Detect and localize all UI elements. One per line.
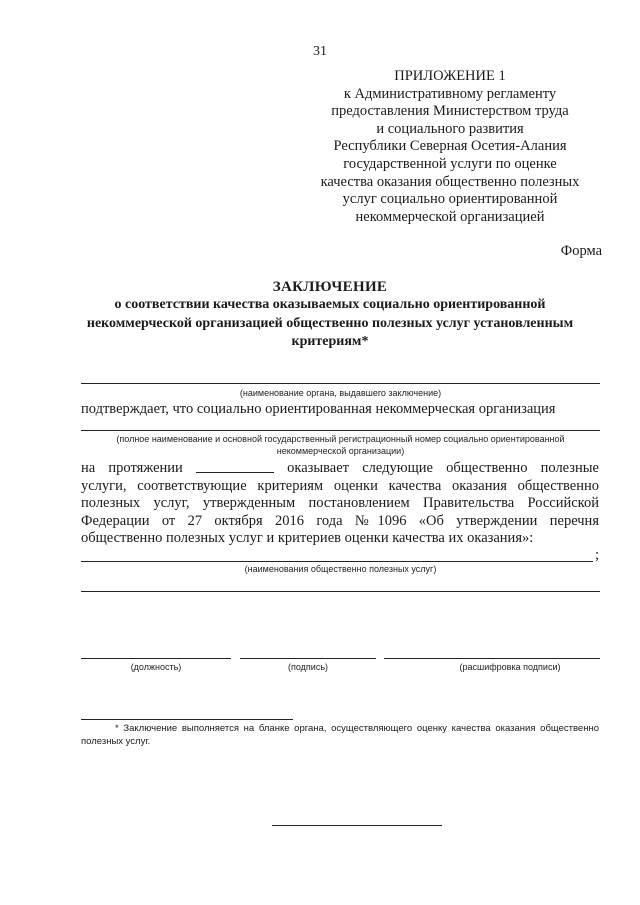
paragraph-line: услуги, соответствующие критериям оценки качества оказания общественно [81,477,599,494]
semicolon: ; [595,547,600,563]
title-sub-line: критериям* [291,334,369,349]
organization-name-field[interactable] [81,430,600,431]
period-field[interactable] [196,460,274,473]
form-label: Форма [560,243,602,259]
signature-decoding-caption: (расшифровка подписи) [459,662,561,672]
organization-name-caption: некоммерческой организации) [276,446,405,456]
document-title [60,279,600,352]
paragraph-line: Федерации от 27 октября 2016 года №1096 «Об утверждении перечня [81,512,599,529]
issuing-body-caption: (наименование органа, выдавшего заключение) [239,388,442,398]
page-number: 31 [313,44,327,59]
signature-field[interactable] [240,658,376,659]
paragraph-line: общественно полезных услуг и критериев оценки качества их оказания»: [81,530,534,546]
appendix-line: Республики Северная Осетия-Алания [333,138,567,155]
paragraph-row: на протяжении оказывает следующие общественно полезные [81,460,599,476]
appendix-title: ПРИЛОЖЕНИЕ 1 [394,68,506,84]
appendix-header [300,68,600,226]
appendix-line: некоммерческой организацией [355,208,545,225]
organization-name-caption: (полное наименование и основной государственный регистрационный номер социально ориентированной [116,434,565,444]
title-main: ЗАКЛЮЧЕНИЕ [272,279,388,295]
services-paragraph [81,460,599,548]
position-caption: (должность) [130,662,182,672]
title-sub-line: некоммерческой организацией общественно полезных услуг установленным [86,315,574,331]
issuing-body-field[interactable] [81,383,600,384]
footnote-separator [81,719,293,720]
paragraph-line: полезных услуг, утвержденным постановлением Правительства Российской [81,495,599,511]
appendix-line: государственной услуги по оценке [343,155,557,172]
confirm-text: подтверждает, что социально ориентированная некоммерческая организация [81,401,556,417]
footnote: * Заключение выполняется на бланке органа, осуществляющего оценку качества оказания общественно полезных услуг. [81,723,599,747]
title-sub-line: о соответствии качества оказываемых социально ориентированной [114,297,546,312]
appendix-line: услуг социально ориентированной [342,191,558,208]
position-field[interactable] [81,658,231,659]
appendix-line: качества оказания общественно полезных [320,173,580,190]
signature-decoding-field[interactable] [384,658,600,659]
services-field[interactable] [81,561,593,562]
signature-caption: (подпись) [287,662,329,672]
appendix-line: к Административному регламенту [343,85,557,102]
appendix-line: предоставления Министерством труда [331,103,569,120]
appendix-line: и социального развития [376,120,524,137]
bottom-separator [272,825,442,826]
services-caption: (наименования общественно полезных услуг) [244,564,437,574]
services-field-2[interactable] [81,591,600,592]
